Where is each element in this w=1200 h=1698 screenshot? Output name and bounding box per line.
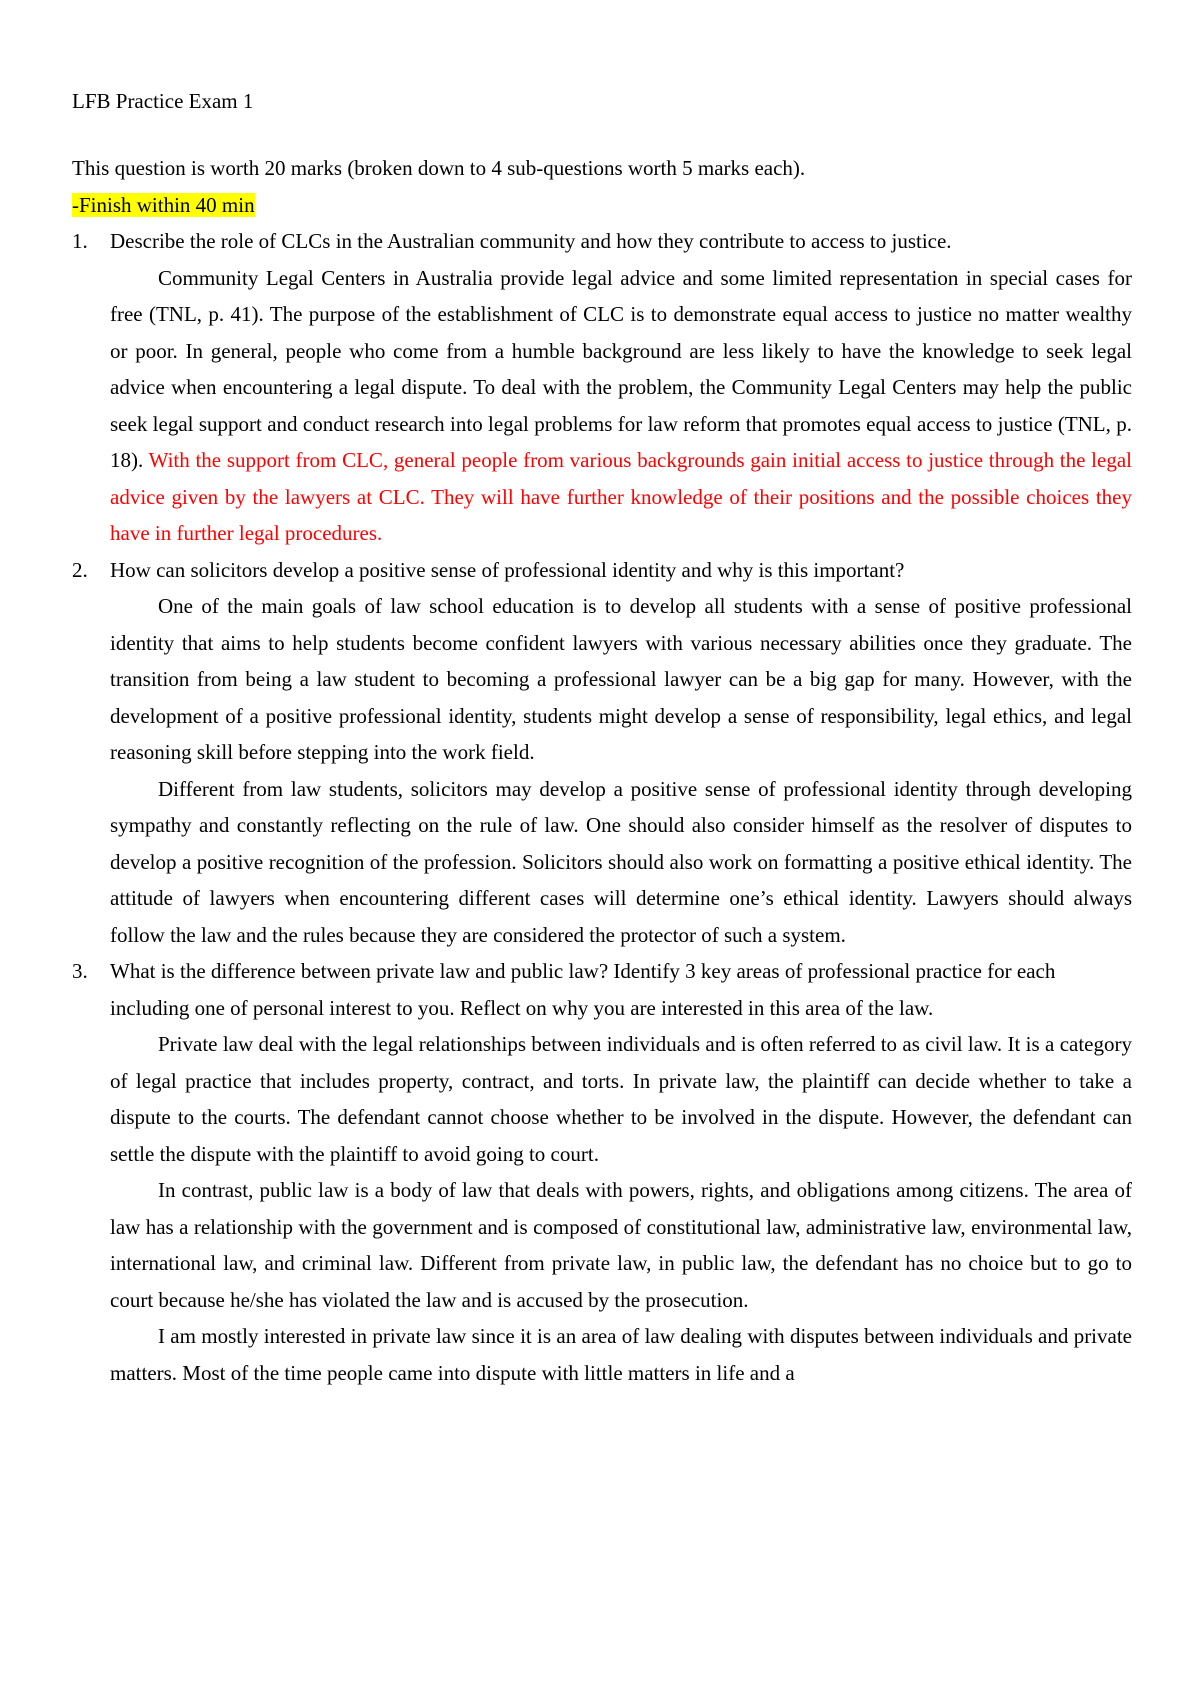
time-limit-note-line [72,187,1132,224]
answer-2-paragraph-2: Different from law students, solicitors may develop a positive sense of professional identity through developing sympathy and constantly reflecting on the rule of law. One should also consider himself as the resolver of disputes to develop a positive recognition of the profession. Solicitors should also work on formatting a positive ethical identity. The attitude of lawyers when encountering different cases will determine one’s ethical identity. Lawyers should always follow the law and the rules because they are considered the protector of such a system. [110,776,1132,947]
document-page [72,88,1132,1391]
question-3-text: What is the difference between private law and public law? Identify 3 key areas of professional practice for each including one of personal interest to you. Reflect on why you are interested in this area of the law. [110,959,1056,1020]
question-3 [72,953,1132,1026]
question-1-text: Describe the role of CLCs in the Australian community and how they contribute to access to justice. [110,229,952,253]
answer-2-paragraph-1: One of the main goals of law school education is to develop all students with a sense of positive professional identity that aims to help students become confident lawyers with various necessary abilities once they graduate. The transition from being a law student to becoming a professional lawyer can be a big gap for many. However, with the development of a positive professional identity, students might develop a sense of responsibility, legal ethics, and legal reasoning skill before stepping into the work field. [110,594,1132,764]
question-1 [72,223,1132,260]
answer-1-red-text: With the support from CLC, general people from various backgrounds gain initial access to justice through the legal advice given by the lawyers at CLC. They will have further knowledge of their positions and the possible choices they have in further legal procedures. [110,448,1132,545]
answer-1-paragraph [72,260,1132,552]
answer-3-paragraph-2: In contrast, public law is a body of law that deals with powers, rights, and obligations among citizens. The area of law has a relationship with the government and is composed of constitutional law, administrative law, environmental law, international law, and criminal law. Different from private law, in public law, the defendant has no choice but to go to court because he/she has violated the law and is accused by the prosecution. [110,1178,1132,1312]
time-limit-note: -Finish within 40 min [72,192,255,217]
document-title: LFB Practice Exam 1 [72,89,254,113]
question-1-number: 1. [72,229,88,253]
question-2 [72,552,1132,589]
question-3-number: 3. [72,959,88,983]
question-2-number: 2. [72,557,88,582]
exam-instructions: This question is worth 20 marks (broken down to 4 sub-questions worth 5 marks each). [72,156,806,180]
question-2-text: How can solicitors develop a positive sense of professional identity and why is this important? [110,557,905,582]
answer-3-paragraph-3: I am mostly interested in private law since it is an area of law dealing with disputes between individuals and private matters. Most of the time people came into dispute with little matters in life and a [110,1324,1132,1385]
answer-1-text: Community Legal Centers in Australia provide legal advice and some limited representation in special cases for free (TNL, p. 41). The purpose of the establishment of CLC is to demonstrate equal access to justice no matter wealthy or poor. In general, people who come from a humble background are less likely to have the knowledge to seek legal advice when encountering a legal dispute. To deal with the problem, the Community Legal Centers may help the public seek legal support and conduct research into legal problems for law reform that promotes equal access to justice (TNL, p. 18). [110,265,1132,472]
answer-3-paragraph-1: Private law deal with the legal relationships between individuals and is often referred to as civil law. It is a category of legal practice that includes property, contract, and torts. In private law, the plaintiff can decide whether to take a dispute to the courts. The defendant cannot choose whether to be involved in the dispute. However, the defendant can settle the dispute with the plaintiff to avoid going to court. [110,1032,1132,1166]
